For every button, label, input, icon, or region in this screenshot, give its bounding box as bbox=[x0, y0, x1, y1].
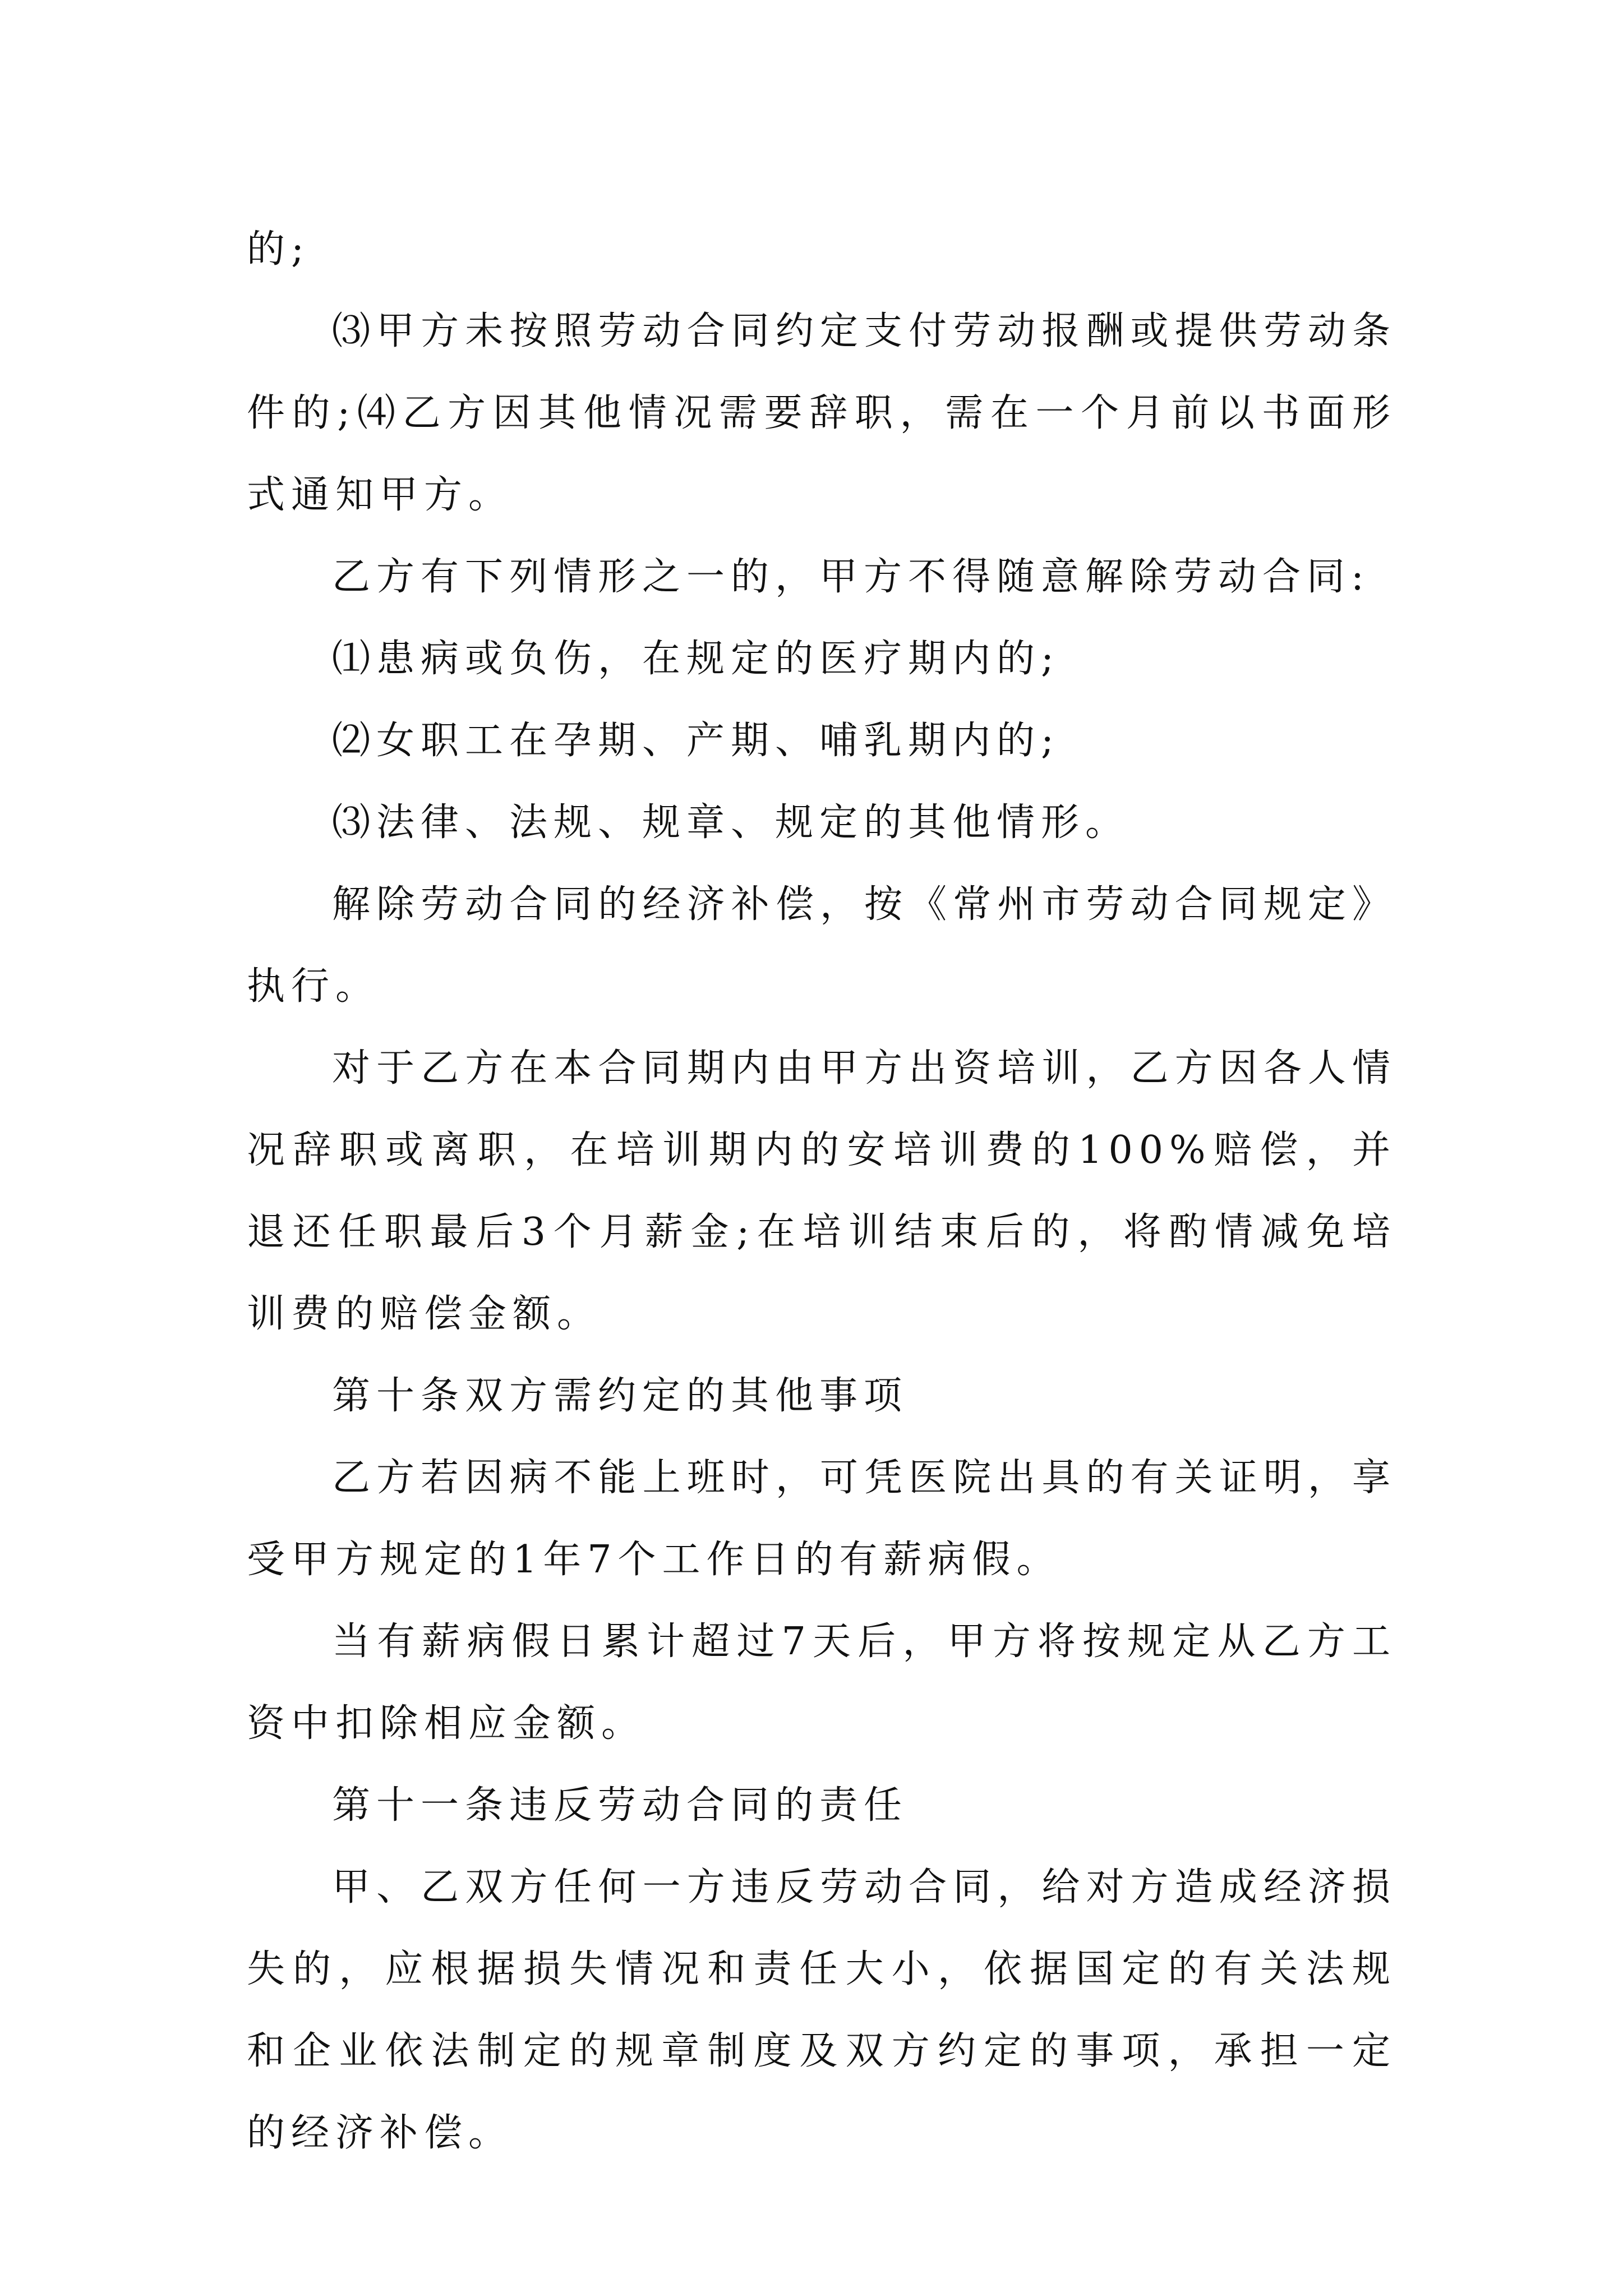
section-heading-article-10: 第十条双方需约定的其他事项 bbox=[332, 1374, 909, 1418]
paragraph-resignation-conditions: ⑶甲方未按照劳动合同约定支付劳动报酬或提供劳动条件的;⑷乙方因其他情况需要辞职，需在一个月前以书面形式通知甲方。 bbox=[247, 309, 1396, 517]
section-heading-article-11: 第十一条违反劳动合同的责任 bbox=[332, 1783, 909, 1828]
paragraph-termination-restrictions: 乙方有下列情形之一的，甲方不得随意解除劳动合同: bbox=[332, 555, 1370, 599]
document-body bbox=[247, 209, 1396, 2174]
list-item-other-circumstances: ⑶法律、法规、规章、规定的其他情形。 bbox=[332, 800, 1130, 845]
paragraph-sick-leave-deduction: 当有薪病假日累计超过7天后，甲方将按规定从乙方工资中扣除相应金额。 bbox=[247, 1619, 1396, 1746]
paragraph-economic-compensation: 解除劳动合同的经济补偿，按《常州市劳动合同规定》执行。 bbox=[247, 882, 1396, 1009]
paragraph-continuation: 的; bbox=[247, 227, 310, 272]
paragraph-sick-leave: 乙方若因病不能上班时，可凭医院出具的有关证明，享受甲方规定的1年7个工作日的有薪病假。 bbox=[247, 1456, 1396, 1582]
paragraph-training-compensation: 对于乙方在本合同期内由甲方出资培训，乙方因各人情况辞职或离职，在培训期内的安培训费的100%赔偿，并退还任职最后3个月薪金;在培训结束后的，将酌情减免培训费的赔偿金额。 bbox=[247, 1046, 1396, 1336]
list-item-illness: ⑴患病或负伤，在规定的医疗期内的; bbox=[332, 637, 1060, 681]
paragraph-breach-liability: 甲、乙双方任何一方违反劳动合同，给对方造成经济损失的，应根据损失情况和责任大小，依据国定的有关法规和企业依法制定的规章制度及双方约定的事项，承担一定的经济补偿。 bbox=[247, 1865, 1396, 2155]
list-item-female-staff: ⑵女职工在孕期、产期、哺乳期内的; bbox=[332, 719, 1060, 763]
